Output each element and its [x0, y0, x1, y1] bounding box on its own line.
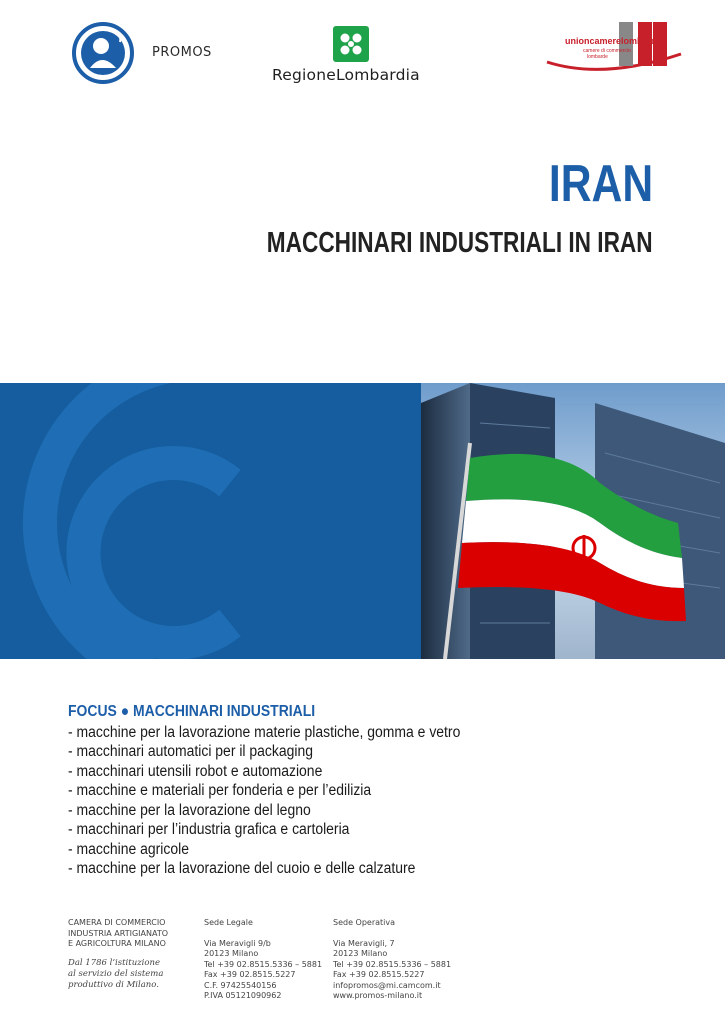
legal-line: C.F. 97425540156: [204, 980, 277, 990]
footer-chamber: [68, 918, 168, 991]
legal-line: P.IVA 05121090962: [204, 991, 282, 1000]
operative-line: Fax +39 02.8515.5227: [333, 970, 425, 979]
focus-list-item: - macchine e materiali per fonderia e per l’edilizia: [68, 782, 372, 799]
uc-line1: unioncamerelombardia: [565, 36, 665, 46]
operative-line: 20123 Milano: [333, 949, 388, 958]
regione-lombardia-logo: [333, 26, 369, 62]
operative-line: Tel +39 02.8515.5336 – 5881: [333, 959, 452, 969]
unioncamere-lombardia-logo: [543, 20, 688, 75]
legal-line: Fax +39 02.8515.5227: [204, 970, 296, 979]
footer-operative: [333, 918, 451, 1002]
focus-list-item: - macchinari per l’industria grafica e cartoleria: [68, 821, 350, 838]
regione-lombardia-label: RegioneLombardia: [272, 66, 420, 84]
operative-website[interactable]: www.promos-milano.it: [333, 991, 423, 1000]
chamber-line: E AGRICOLTURA MILANO: [68, 939, 166, 948]
focus-list-item: - macchine per la lavorazione materie plastiche, gomma e vetro: [68, 724, 461, 741]
chamber-line: INDUSTRIA ARTIGIANATO: [68, 928, 169, 938]
uc-line3: lombarde: [587, 54, 608, 60]
legal-line: Via Meravigli 9/b: [204, 938, 271, 948]
page-title: IRAN: [548, 155, 653, 213]
motto-line: Dal 1786 l’istituzione: [68, 957, 160, 968]
chamber-line: CAMERA DI COMMERCIO: [68, 918, 166, 927]
operative-line: Via Meravigli, 7: [333, 938, 395, 948]
focus-heading: FOCUS ● MACCHINARI INDUSTRIALI: [68, 703, 316, 720]
promos-logo: [72, 22, 134, 84]
legal-line: Tel +39 02.8515.5336 – 5881: [204, 959, 323, 969]
motto-line: al servizio del sistema: [68, 968, 164, 979]
focus-list-item: - macchine per la lavorazione del legno: [68, 802, 311, 819]
focus-list-item: - macchine per la lavorazione del cuoio e delle calzature: [68, 860, 416, 877]
uc-line2: camere di commercio: [583, 48, 631, 54]
focus-list-item: - macchinari utensili robot e automazione: [68, 763, 323, 780]
footer-legal: [204, 918, 322, 1002]
promos-label: PROMOS: [152, 45, 212, 60]
focus-list-item: - macchine agricole: [68, 841, 189, 858]
skyline-flag-photo: [421, 383, 725, 659]
focus-list-item: - macchinari automatici per il packaging: [68, 743, 314, 760]
legal-heading: Sede Legale: [204, 918, 253, 927]
motto-line: produttivo di Milano.: [68, 979, 159, 990]
operative-heading: Sede Operativa: [333, 918, 396, 927]
page-subtitle: MACCHINARI INDUSTRIALI IN IRAN: [267, 227, 653, 259]
operative-email[interactable]: infopromos@mi.camcom.it: [333, 980, 441, 990]
cover-banner: [0, 383, 725, 659]
legal-line: 20123 Milano: [204, 949, 259, 958]
